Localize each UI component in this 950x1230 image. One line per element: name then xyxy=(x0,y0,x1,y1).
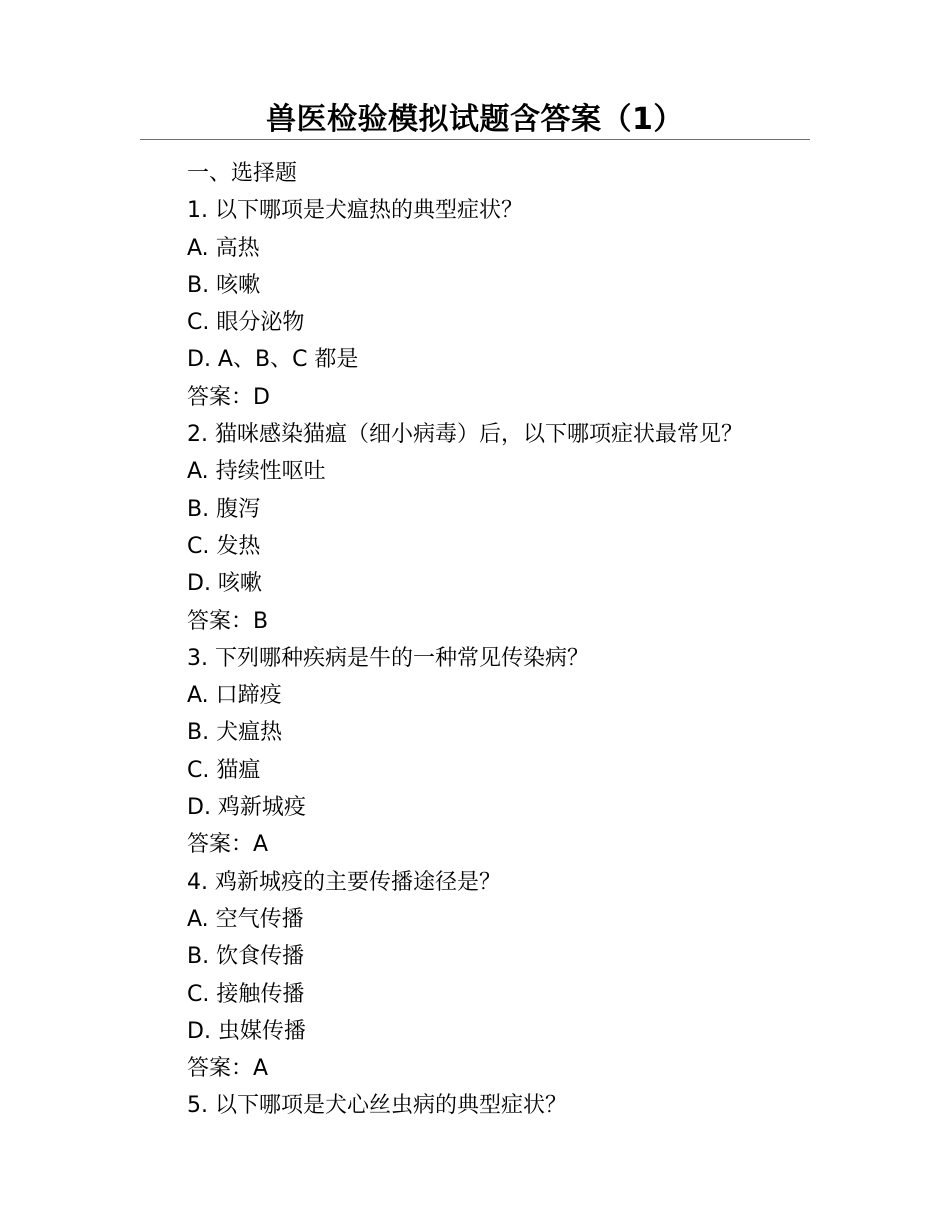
question-2-option-a: A. 持续性呕吐 xyxy=(187,459,326,485)
question-1-option-d: D. A、B、C 都是 xyxy=(187,347,359,373)
question-3-option-b: B. 犬瘟热 xyxy=(187,720,283,746)
question-3: 3. 下列哪种疾病是牛的一种常见传染病？ xyxy=(187,645,589,671)
title-underline xyxy=(140,139,810,140)
section-heading: 一、选择题 xyxy=(187,161,298,186)
question-4-option-a: A. 空气传播 xyxy=(187,906,304,932)
question-1-option-a: A. 高热 xyxy=(187,235,260,261)
question-3-option-d: D. 鸡新城疫 xyxy=(187,795,306,821)
question-3-option-c: C. 猫瘟 xyxy=(187,757,261,783)
question-1-option-c: C. 眼分泌物 xyxy=(187,310,305,336)
question-2-option-b: B. 腹泻 xyxy=(187,496,261,522)
question-1-answer: 答案：D xyxy=(187,384,270,410)
question-2-option-d: D. 咳嗽 xyxy=(187,571,262,597)
question-3-answer: 答案：A xyxy=(187,832,269,858)
question-4-answer: 答案：A xyxy=(187,1056,269,1082)
question-1-option-b: B. 咳嗽 xyxy=(187,272,261,298)
question-5: 5. 以下哪项是犬心丝虫病的典型症状？ xyxy=(187,1093,567,1119)
question-3-option-a: A. 口蹄疫 xyxy=(187,683,282,709)
document-body xyxy=(187,155,827,1125)
question-1: 1. 以下哪项是犬瘟热的典型症状？ xyxy=(187,198,523,224)
question-4-option-d: D. 虫媒传播 xyxy=(187,1018,306,1044)
document-title: 兽医检验模拟试题含答案（1） xyxy=(266,102,684,137)
question-4: 4. 鸡新城疫的主要传播途径是？ xyxy=(187,869,501,895)
question-2-answer: 答案：B xyxy=(187,608,269,634)
question-4-option-c: C. 接触传播 xyxy=(187,981,305,1007)
question-2-option-c: C. 发热 xyxy=(187,533,261,559)
question-2: 2. 猫咪感染猫瘟（细小病毒）后，以下哪项症状最常见？ xyxy=(187,422,743,448)
question-4-option-b: B. 饮食传播 xyxy=(187,944,305,970)
